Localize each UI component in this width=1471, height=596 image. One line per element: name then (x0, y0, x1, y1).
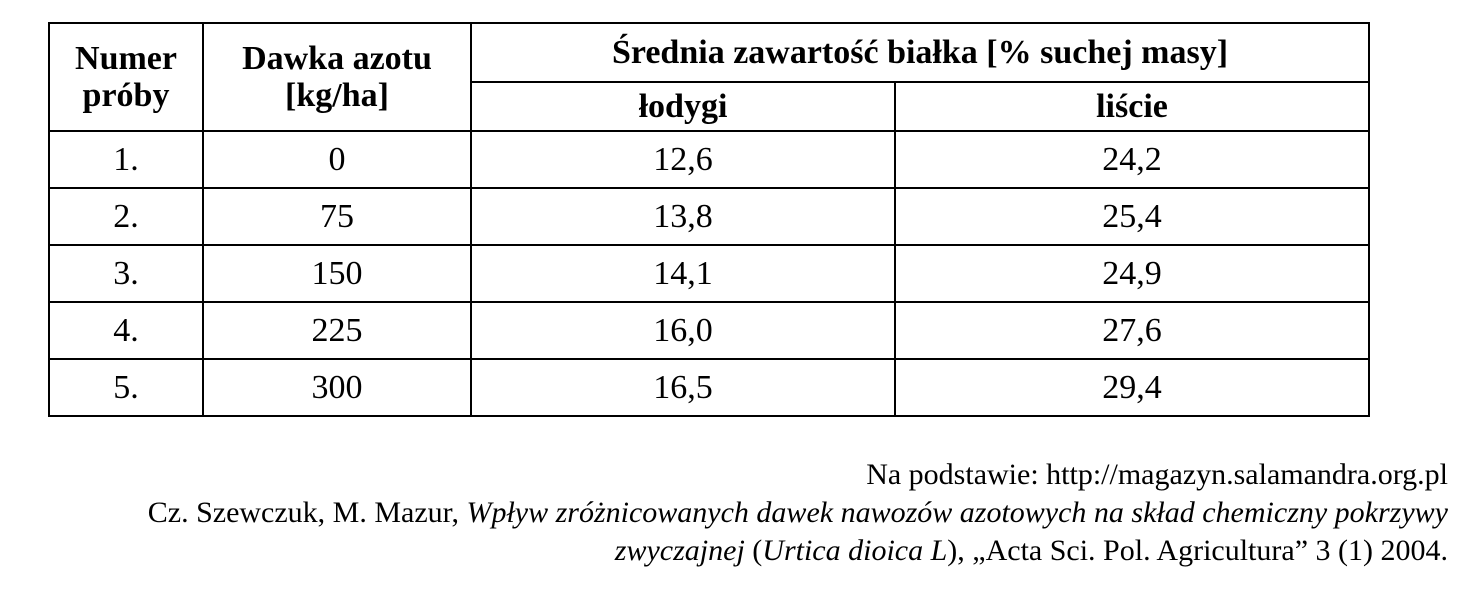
citation-paren: ( (744, 534, 763, 567)
table-row (49, 131, 1369, 188)
citation-title-cont: zwyczajnej (614, 534, 745, 567)
citation-title: Wpływ zróżnicowanych dawek nawozów azotowych na skład chemiczny pokrzywy (466, 496, 1448, 529)
cell-sample: 3. (49, 245, 203, 302)
header-sample-number-line1: Numer (75, 39, 177, 77)
source-line-2 (18, 494, 1448, 532)
header-sample-number (49, 23, 203, 131)
cell-sample: 1. (49, 131, 203, 188)
citation-journal: ), „Acta Sci. Pol. Agricultura” 3 (1) 2004. (947, 534, 1448, 567)
header-sample-number-line2: próby (82, 77, 170, 114)
table-row (49, 302, 1369, 359)
cell-stems: 16,0 (471, 302, 895, 359)
cell-stems: 16,5 (471, 359, 895, 416)
cell-stems: 14,1 (471, 245, 895, 302)
cell-dose: 75 (203, 188, 471, 245)
cell-dose: 150 (203, 245, 471, 302)
header-nitrogen-dose (203, 23, 471, 131)
cell-stems: 13,8 (471, 188, 895, 245)
cell-sample: 4. (49, 302, 203, 359)
cell-leaves: 24,9 (895, 245, 1369, 302)
cell-dose: 0 (203, 131, 471, 188)
cell-leaves: 27,6 (895, 302, 1369, 359)
cell-stems: 12,6 (471, 131, 895, 188)
header-protein-group: Średnia zawartość białka [% suchej masy] (471, 23, 1369, 82)
table-row (49, 245, 1369, 302)
table-row (49, 359, 1369, 416)
source-citation (18, 456, 1448, 570)
header-leaves: liście (895, 82, 1369, 131)
cell-sample: 2. (49, 188, 203, 245)
cell-leaves: 25,4 (895, 188, 1369, 245)
protein-content-table (48, 22, 1370, 417)
citation-authors: Cz. Szewczuk, M. Mazur, (147, 496, 467, 529)
cell-dose: 225 (203, 302, 471, 359)
table-row (49, 188, 1369, 245)
cell-leaves: 24,2 (895, 131, 1369, 188)
header-nitrogen-dose-line2: [kg/ha] (285, 77, 389, 114)
cell-dose: 300 (203, 359, 471, 416)
source-line-3 (18, 532, 1448, 570)
header-nitrogen-dose-line1: Dawka azotu (242, 39, 432, 77)
cell-sample: 5. (49, 359, 203, 416)
source-line-1: Na podstawie: http://magazyn.salamandra.org.pl (866, 458, 1448, 491)
header-stems: łodygi (471, 82, 895, 131)
cell-leaves: 29,4 (895, 359, 1369, 416)
citation-species: Urtica dioica L (762, 534, 948, 567)
